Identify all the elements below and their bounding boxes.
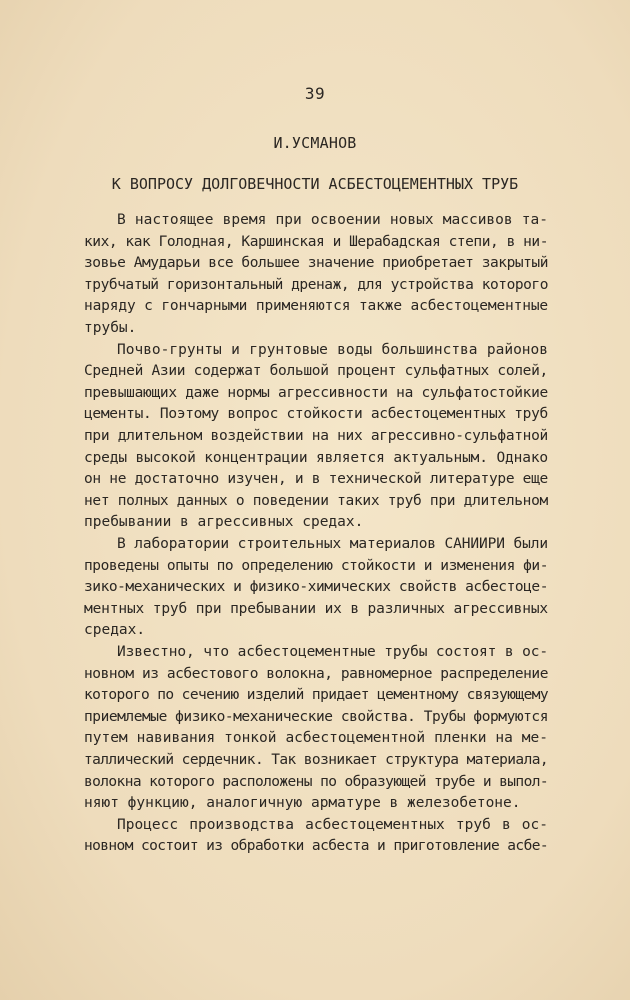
text-line-content: Известно, что асбестоцементные трубы состоят в ос- <box>117 644 548 660</box>
text-line-content: няют функцию, аналогичную арматуре в железобетоне. <box>84 795 521 812</box>
text-line-content: среды высокой концентрации является актуальным. Однако <box>84 449 548 466</box>
text-line-content: таллический сердечник. Так возникает структура материала, <box>84 752 548 768</box>
text-line <box>0 469 630 490</box>
text-line-content: нет полных данных о поведении таких труб при длительном <box>84 492 548 509</box>
text-line <box>0 210 630 231</box>
text-line <box>0 664 630 685</box>
text-line <box>0 383 630 404</box>
text-line <box>0 642 630 663</box>
text-line-content: которого по сечению изделий придает цементному связующему <box>84 687 548 704</box>
text-line <box>0 491 630 512</box>
text-line <box>0 685 630 706</box>
text-line-content: Процесс производства асбестоцементных труб в ос- <box>117 816 548 833</box>
text-line <box>0 340 630 361</box>
text-line <box>0 750 630 771</box>
text-line-content: ких, как Голодная, Каршинская и Шерабадская степи, в ни- <box>84 233 548 250</box>
text-line <box>0 318 630 339</box>
text-line <box>0 275 630 296</box>
text-line-content: наряду с гончарными применяются также асбестоцементные <box>84 298 548 315</box>
text-line-content: пребывании в агрессивных средах. <box>84 514 364 531</box>
text-line-content: ментных труб при пребывании их в различных агрессивных <box>84 600 548 617</box>
text-line-content: В лаборатории строительных материалов САНИИРИ были <box>117 536 548 552</box>
text-line <box>0 728 630 749</box>
text-line <box>0 707 630 728</box>
text-line-content: волокна которого расположены по образующей трубе и выпол- <box>84 773 548 790</box>
text-line <box>0 815 630 836</box>
text-line <box>0 836 630 857</box>
text-line-content: средах. <box>84 622 146 639</box>
text-line-content: проведены опыты по определению стойкости и изменения фи- <box>84 557 548 574</box>
text-line-content: путем навивания тонкой асбестоцементной пленки на ме- <box>84 730 548 747</box>
text-line <box>0 253 630 274</box>
author-name: И.УСМАНОВ <box>273 134 357 152</box>
text-line-content: зовье Амударьи все большее значение приобретает закрытый <box>84 255 548 272</box>
text-line <box>0 620 630 641</box>
text-line <box>0 793 630 814</box>
text-line <box>0 577 630 598</box>
text-line <box>0 772 630 793</box>
text-line-content: цементы. Поэтому вопрос стойкости асбестоцементных труб <box>84 406 548 423</box>
text-line <box>0 556 630 577</box>
text-line-content: Почво-грунты и грунтовые воды большинства районов <box>117 341 548 358</box>
text-line <box>0 361 630 382</box>
text-line <box>0 296 630 317</box>
text-line-content: В настоящее время при освоении новых массивов та- <box>117 212 548 228</box>
text-line-content: он не достаточно изучен, и в технической литературе еще <box>84 471 548 488</box>
text-line <box>0 534 630 555</box>
article-title: К ВОПРОСУ ДОЛГОВЕЧНОСТИ АСБЕСТОЦЕМЕНТНЫХ ТРУБ <box>111 175 519 193</box>
text-line-content: превышающих даже нормы агрессивности на сульфатостойкие <box>84 384 548 401</box>
text-line-content: зико-механических и физико-химических свойств асбестоце- <box>84 579 548 596</box>
text-line <box>0 448 630 469</box>
text-line-content: трубы. <box>84 320 137 336</box>
text-line-content: приемлемые физико-механические свойства. Трубы формуются <box>84 708 548 725</box>
text-line <box>0 426 630 447</box>
text-line <box>0 512 630 533</box>
text-line <box>0 404 630 425</box>
text-line <box>0 232 630 253</box>
text-line-content: трубчатый горизонтальный дренаж, для устройства которого <box>84 276 548 293</box>
text-line-content: при длительном воздействии на них агрессивно-сульфатной <box>84 428 548 444</box>
page-number: 39 <box>304 84 326 103</box>
text-line <box>0 599 630 620</box>
text-line-content: новном состоит из обработки асбеста и приготовление асбе- <box>84 838 548 855</box>
text-line-content: новном из асбестового волокна, равномерное распределение <box>84 665 548 682</box>
text-line-content: Средней Азии содержат большой процент сульфатных солей, <box>84 363 548 380</box>
